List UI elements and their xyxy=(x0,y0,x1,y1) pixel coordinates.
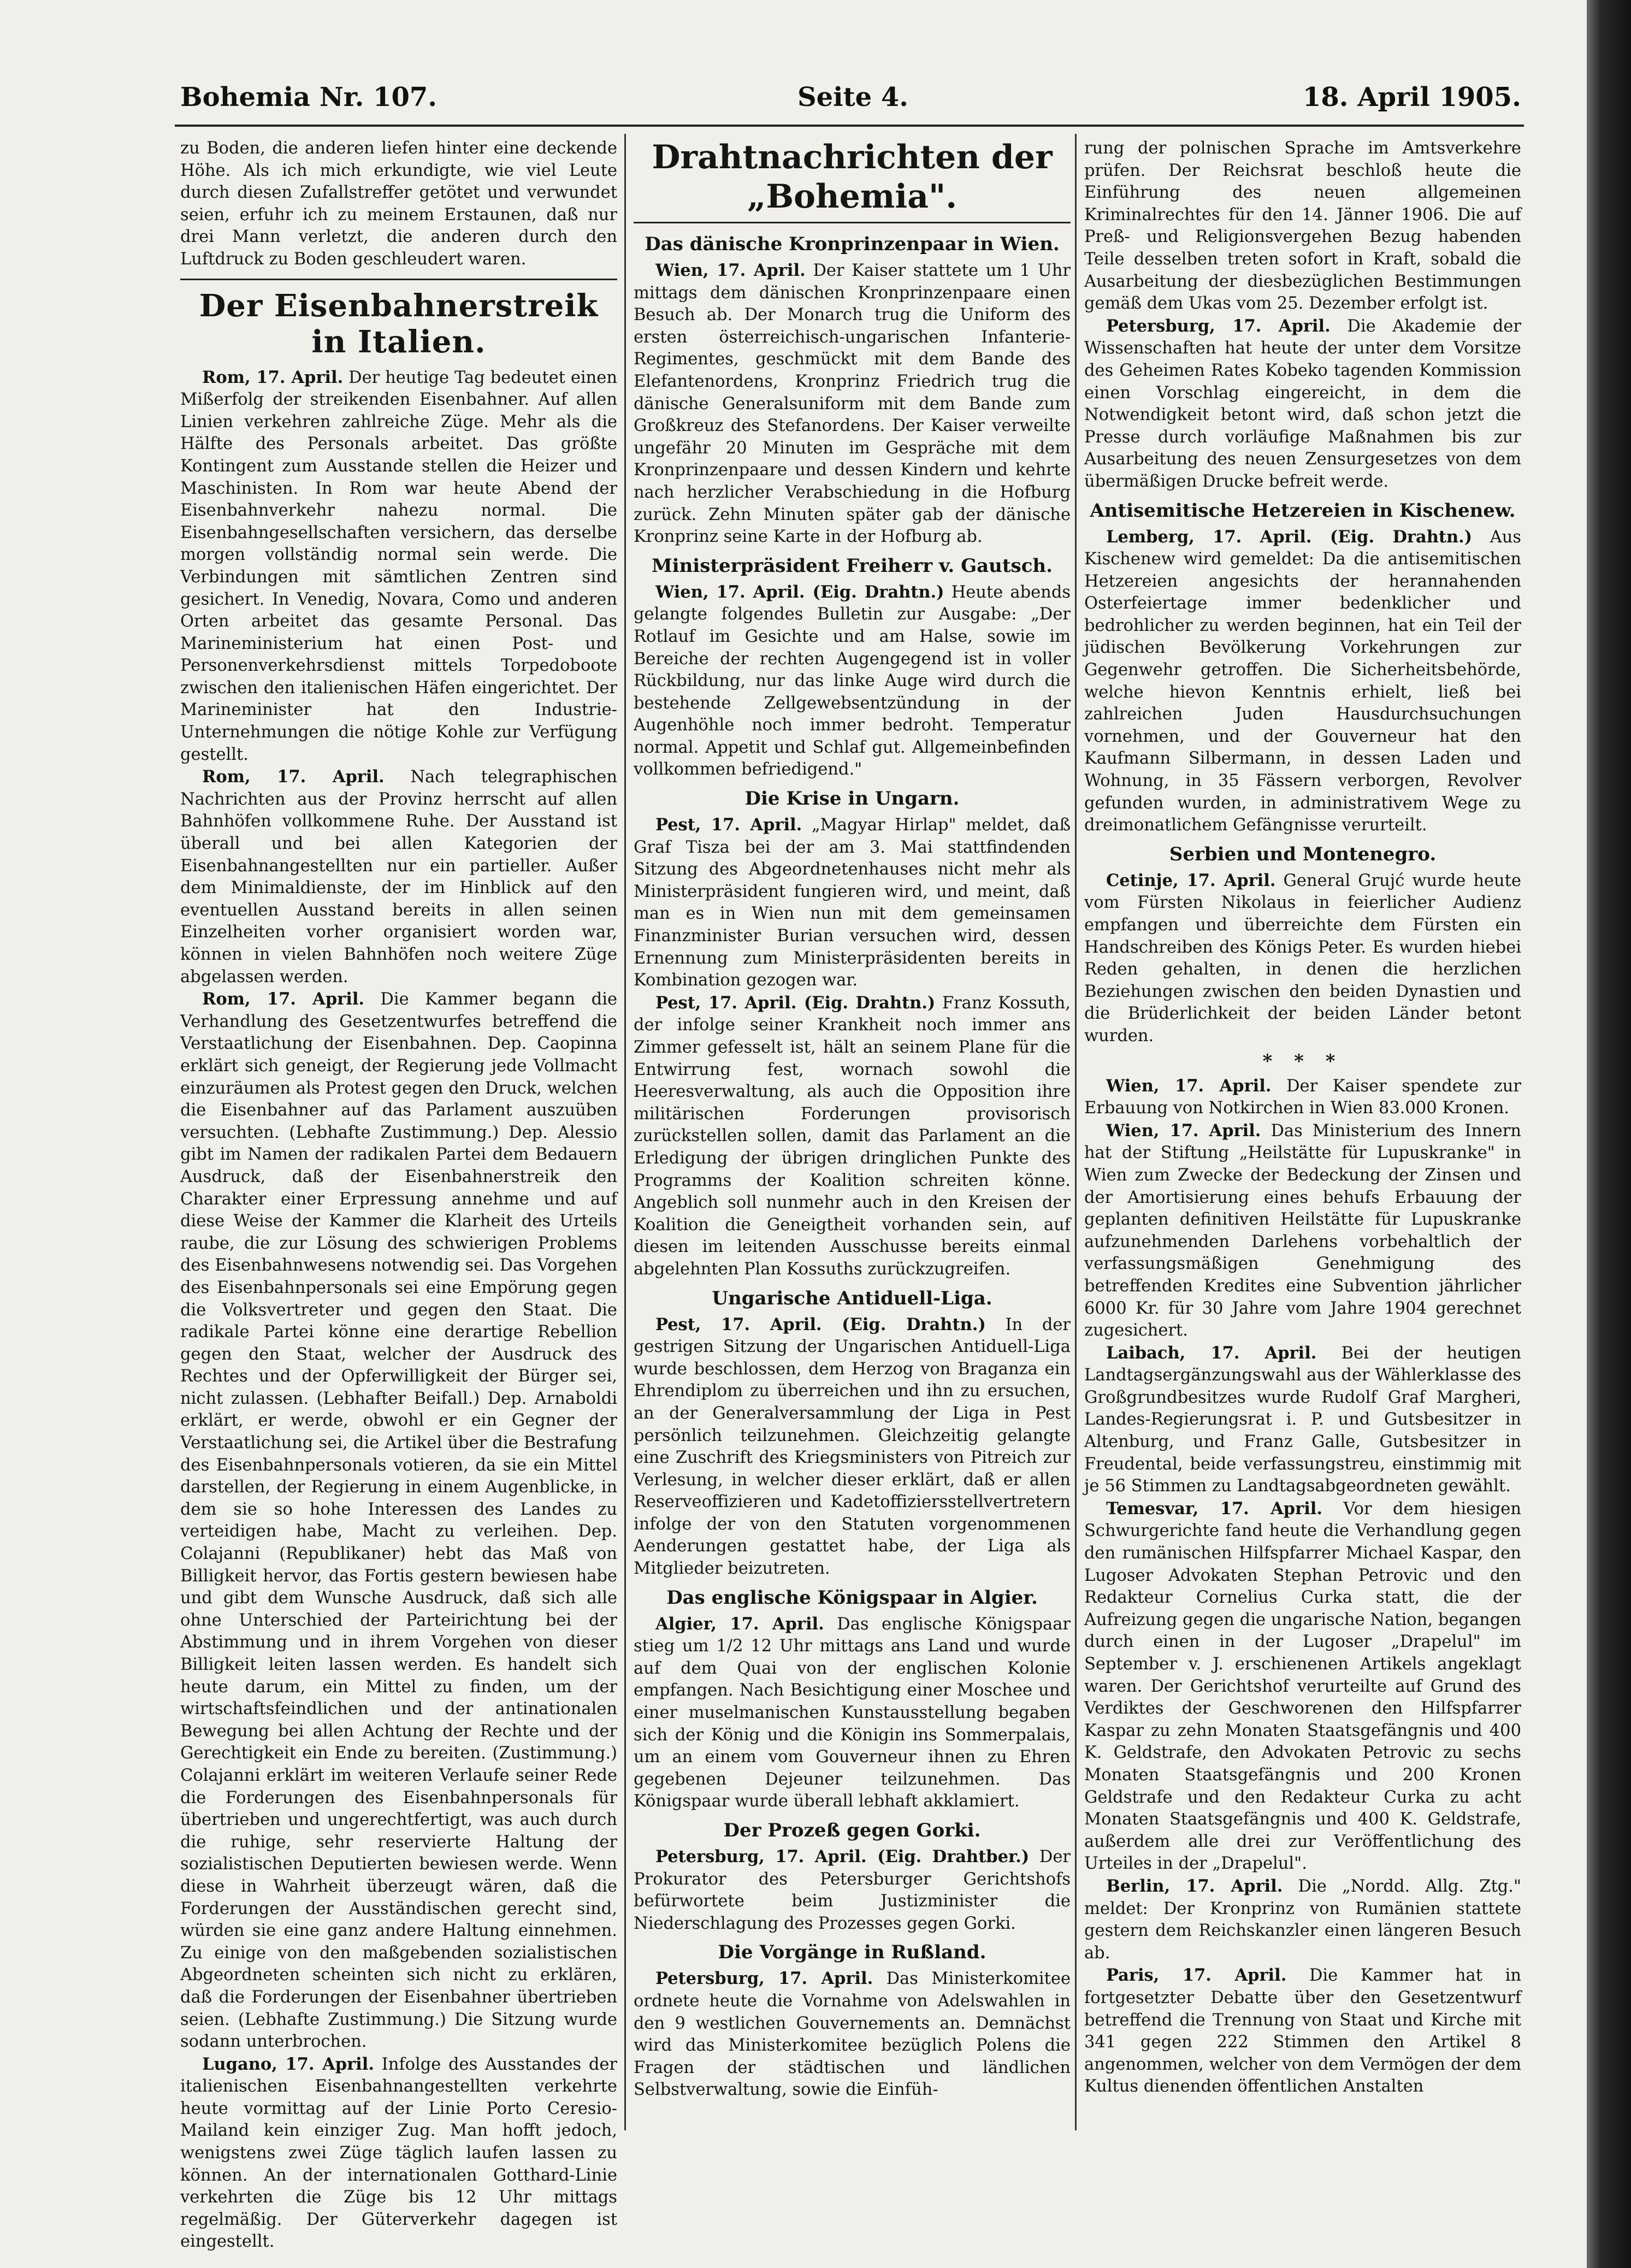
news-text: Das englische Königspaar stieg um 1/2 12 Uhr mittags ans Land und wurde auf dem Quai von der englischen Kolonie empfangen. Nach Besichtigung einer Moschee und einer muselmanischen Kunstausstellung begaben sich der König und die Königin ins Sommerpalais, um an einem vom Gouverneur ihnen zu Ehren gegebenen Dejeuner teilzunehmen. Das Königspaar wurde überall lebhaft akklamiert. xyxy=(634,1614,1071,1811)
dateline: Pest, 17. April. (Eig. Drahtn.) xyxy=(655,993,936,1013)
article-heading: Das dänische Kronprinzenpaar in Wien. xyxy=(645,233,1060,255)
news-text: Der Kaiser spendete zur Erbauung von Notkirchen in Wien 83.000 Kronen. xyxy=(1084,1076,1522,1118)
news-text: Nach telegraphischen Nachrichten aus der Provinz herrscht auf allen Bahnhöfen vollkommene Ruhe. Der Ausstand ist überall und bei allen Kategorien der Eisenbahnangestellten nur ein partieller. Außer dem Minimaldienste, der im Hinblick auf den eventuellen Ausstand bereits in allen seinen Einzelheiten vorher organisiert worden war, können in vielen Bahnhöfen noch weitere Züge abgelassen werden. xyxy=(180,767,617,987)
news-item xyxy=(1084,1498,1521,1875)
article-heading: Serbien und Montenegro. xyxy=(1169,843,1437,865)
article-heading: Die Vorgänge in Rußland. xyxy=(718,1941,986,1964)
header-rule xyxy=(175,125,1524,127)
section-divider xyxy=(180,279,617,280)
news-item xyxy=(634,814,1071,992)
news-item xyxy=(1084,526,1521,837)
news-item xyxy=(634,1846,1071,1935)
dateline: Lemberg, 17. April. (Eig. Drahtn.) xyxy=(1106,527,1473,547)
dateline: Lugano, 17. April. xyxy=(202,2054,374,2074)
news-text: General Grujć wurde heute vom Fürsten Nikolaus in feierlicher Audienz empfangen und überreichte dem Fürsten ein Handschreiben des Königs Peter. Es wurden hiebei Reden gehalten, in denen die herzlichen Beziehungen zwischen den beiden Dynastien und die Brüderlichkeit der beiden Länder betont wurden. xyxy=(1084,871,1521,1046)
dateline: Cetinje, 17. April. xyxy=(1106,870,1276,890)
column-1 xyxy=(180,138,618,2252)
news-text: Vor dem hiesigen Schwurgerichte fand heute die Verhandlung gegen den rumänischen Hilfspfarrer Michael Kaspar, den Lugoser Advokaten Stephan Petrovic und den Redakteur Cornelius Curka statt, die der Aufreizung gegen die ungarische Nation, begangen durch einen in der Lugoser „Drapelul" im September v. J. erschienenen Artikels angeklagt waren. Der Gerichtshof verurteilte auf Grund des Verdiktes der Geschworenen den Hilfspfarrer Kaspar zu zehn Monaten Staatsgefängnis und 400 K. Geldstrafe, den Advokaten Petrovic zu sechs Monaten Staatsgefängnis und 200 Kronen Geldstrafe und den Redakteur Curka zu acht Monaten Staatsgefängnis und 400 K. Geldstrafe, außerdem alle drei zur Veröffentlichung des Urteiles in der „Drapelul". xyxy=(1084,1499,1521,1874)
article-heading: Ungarische Antiduell-Liga. xyxy=(712,1287,992,1309)
column-2 xyxy=(634,138,1071,2148)
header-issue: Bohemia Nr. 107. xyxy=(180,82,437,113)
dateline: Wien, 17. April. (Eig. Drahtn.) xyxy=(655,582,944,602)
section-separator-stars: * * * xyxy=(1262,1050,1343,1072)
dateline: Paris, 17. April. xyxy=(1106,1965,1287,1986)
news-item xyxy=(634,1613,1071,1813)
news-item xyxy=(634,1314,1071,1580)
news-text: Infolge des Ausstandes der italienischen Eisenbahnangestellten verkehrte heute vormittag auf der Linie Porto Ceresio-Mailand kein einziger Zug. Man hofft jedoch, wenigstens zwei Züge täglich laufen lassen zu können. An der internationalen Gotthard-Linie verkehrten die Züge bis 12 Uhr mittags regelmäßig. Der Güterverkehr dagegen ist eingestellt. xyxy=(180,2054,618,2252)
scan-edge-shadow xyxy=(1587,0,1631,2268)
news-item xyxy=(634,259,1071,548)
news-item xyxy=(1084,1120,1521,1342)
dateline: Wien, 17. April. xyxy=(655,261,806,280)
article-heading: Antisemitische Hetzereien in Kischenew. xyxy=(1090,499,1516,522)
article-continuation: rung der polnischen Sprache im Amtsverkehre prüfen. Der Reichsrat beschloß heute die Einführung des neuen allgemeinen Kriminalrechtes für den 14. Jänner 1906. Die auf Preß- und Religionsvergehen Bezug habenden Teile desselben treten sofort in Kraft, sobald die Ausarbeitung der diesbezüglichen Bestimmungen gemäß dem Ukas vom 25. Dezember erfolgt ist. xyxy=(1084,139,1521,314)
article-heading: Der Prozeß gegen Gorki. xyxy=(723,1820,981,1841)
article-heading: Die Krise in Ungarn. xyxy=(744,788,960,810)
news-text: Die Akademie der Wissenschaften hat heute der unter dem Vorsitze des Geheimen Rates Kobeko tagenden Kommission einen Vorschlag eingereicht, in dem die Notwendigkeit betont wird, daß schon jetzt die Presse durch vorläufige Maßnahmen bis zur Ausarbeitung des neuen Zensurgesetzes von dem übermäßigen Drucke befreit werde. xyxy=(1084,316,1522,491)
news-item xyxy=(180,766,617,988)
news-item xyxy=(1084,315,1521,493)
dateline: Temesvar, 17. April. xyxy=(1106,1498,1322,1519)
dateline: Petersburg, 17. April. xyxy=(1106,316,1331,336)
dateline: Laibach, 17. April. xyxy=(1106,1343,1317,1363)
dateline: Wien, 17. April. xyxy=(1106,1076,1272,1096)
column-3 xyxy=(1084,138,1521,2148)
news-text: Aus Kischenew wird gemeldet: Da die antisemitischen Hetzereien angesichts der herannahenden Osterfeiertage immer bedenklicher und bedrohlicher zu werden beginnen, hat ein Teil der jüdischen Bevölkerung Vorkehrungen zur Gegenwehr getroffen. Die Sicherheitsbehörde, welche hievon Kenntnis erhielt, ließ bei zahlreichen Juden Hausdurchsuchungen vornehmen, und der Gouverneur hat den Kaufmann Silbermann, in dessen Laden und Wohnung, in 35 Fässern verborgen, Revolver gefunden wurden, in administrativem Wege zu dreimonatlichem Gefängnisse verurteilt. xyxy=(1084,527,1522,835)
news-text: Die Kammer hat in fortgesetzter Debatte über den Gesetzentwurf betreffend die Trennung von Staat und Kirche mit 341 gegen 222 Stimmen den Artikel 8 angenommen, welcher von dem Vermögen der dem Kultus dienenden öffentlichen Anstalten xyxy=(1084,1966,1521,2096)
news-item xyxy=(180,367,617,766)
news-text: Heute abends gelangte folgendes Bulletin zur Ausgabe: „Der Rotlauf im Gesichte und am Halse, sowie im Bereiche der rechten Augengegend ist in voller Rückbildung, nur das linke Auge wird durch die bestehende Zellgewebsentzündung in der Augenhöhle noch immer bedroht. Temperatur normal. Appetit und Schlaf gut. Allgemeinbefinden vollkommen befriedigend." xyxy=(634,582,1071,779)
news-text: „Magyar Hirlap" meldet, daß Graf Tisza bei der am 3. Mai stattfindenden Sitzung des Abgeordnetenhauses nicht mehr als Ministerpräsident fungieren wird, und meint, daß man es in Wien nun mit dem gemeinsamen Finanzminister Burian versuchen wird, dessen Ernennung zum Ministerpräsidenten bereits in Kombination gezogen war. xyxy=(634,816,1071,990)
news-text: Der Kaiser stattete um 1 Uhr mittags dem dänischen Kronprinzenpaare einen Besuch ab. Der Monarch trug die Uniform des ersten österreichisch-ungarischen Infanterie-Regimentes, geschmückt mit dem Bande des Elefantenordens, Kronprinz Friedrich trug die dänische Generalsuniform mit dem Bande zum Großkreuz des Stefanordens. Der Kaiser verweilte ungefähr 20 Minuten im Gespräche mit dem Kronprinzenpaare und dessen Kindern und kehrte nach herzlicher Verabschiedung in die Hofburg zurück. Zehn Minuten später gab der dänische Kronprinz seine Karte in der Hofburg ab. xyxy=(634,261,1071,547)
header-date: 18. April 1905. xyxy=(1303,82,1521,113)
article-heading: Der Eisenbahnerstreik in Italien. xyxy=(199,287,599,360)
dateline: Wien, 17. April. xyxy=(1106,1120,1261,1141)
article-heading: Das englische Königspaar in Algier. xyxy=(666,1586,1038,1609)
news-text: Der Prokurator des Petersburger Gerichtshofs befürwortete beim Justizminister die Niederschlagung des Prozesses gegen Gorki. xyxy=(634,1847,1071,1933)
dateline: Rom, 17. April. xyxy=(202,767,385,787)
dateline: Petersburg, 17. April. (Eig. Drahtber.) xyxy=(655,1847,1030,1867)
news-item xyxy=(634,1968,1071,2101)
news-text: Das Ministerkomitee ordnete heute die Vornahme von Adelswahlen in den 9 westlichen Gouvernements an. Demnächst wird das Ministerkomitee bezüglich Polens die Fragen der städtischen und ländlichen Selbstverwaltung, sowie die Einfüh- xyxy=(634,1969,1071,2100)
news-text: Die Kammer begann die Verhandlung des Gesetzentwurfes betreffend die Verstaatlichung der Eisenbahnen. Dep. Caopinna erklärt sich geneigt, der Regierung jede Vollmacht einzuräumen als Protest gegen den Druck, welchen die Eisenbahner auf das Parlament auszuüben versuchten. (Lebhafte Zustimmung.) Dep. Alessio gibt im Namen der radikalen Partei dem Bedauern Ausdruck, daß der Eisenbahnerstreik den Charakter einer Erpressung annehme und auf diese Weise der Kammer die Klarheit des Urteils raube, die zur Lösung des schwierigen Problems des Eisenbahnwesens notwendig sei. Das Vorgehen des Eisenbahnpersonals sei eine Empörung gegen die Volksvertreter und gegen den Staat. Die radikale Partei könne eine derartige Rebellion gegen den Staat, welcher der Ausdruck des Rechtes und der Opferwilligkeit der Bürger sei, nicht zulassen. (Lebhafter Beifall.) Dep. Arnaboldi erklärt, er werde, obwohl er ein Gegner der Verstaatlichung sei, die Artikel über die Bestrafung des Eisenbahnpersonals votieren, da sie ein Mittel darstellen, der Regierung in einem Augenblicke, in dem sie so hohe Interessen des Landes zu verteidigen habe, Macht zu verleihen. Dep. Colajanni (Republikaner) hebt das Maß von Billigkeit hervor, das Fortis gestern bewiesen habe und gibt dem Wunsche Ausdruck, daß sich alle ohne Unterschied der Parteirichtung bei der Abstimmung und in ihrem Vorgehen von dieser Billigkeit leiten lassen werden. Es handelt sich heute darum, ein Mittel zu finden, um der wirtschaftsfeindlichen und der antinationalen Bewegung bei allen Achtung der Rechte und der Gerechtigkeit ein Ende zu bereiten. (Zustimmung.) Colajanni erklärt im weiteren Verlaufe seiner Rede die Forderungen des Eisenbahnpersonals für übertrieben und ungerechtfertigt, was auch durch die ruhige, sehr reservierte Haltung der sozialistischen Deputierten bewiesen werde. Wenn diese in Wahrheit überzeugt wären, daß die Forderungen der Ausständischen gerecht sind, würden sie eine ganz andere Haltung einnehmen. Zu einige von den maßgebenden sozialistischen Abgeordneten scheinten sich nicht zu erklären, daß die Forderungen der Eisenbahner übertrieben seien. (Lebhafte Zustimmung.) Die Sitzung wurde sodann unterbrochen. xyxy=(180,990,617,2052)
news-item xyxy=(634,581,1071,781)
section-masthead: Drahtnachrichten der „Bohemia". xyxy=(634,138,1071,223)
dateline: Rom, 17. April. xyxy=(202,367,344,387)
news-item xyxy=(1084,1075,1521,1120)
dateline: Rom, 17. April. xyxy=(202,989,365,1009)
news-text: Der heutige Tag bedeutet einen Mißerfolg der streikenden Eisenbahner. Auf allen Linien verkehren zahlreiche Züge. Mehr als die Hälfte des Personals arbeitet. Das größte Kontingent zum Ausstande stellen die Heizer und Maschinisten. In Rom war heute Abend der Eisenbahnverkehr nahezu normal. Die Eisenbahngesellschaften versichern, das derselbe morgen vollständig normal sein werde. Die Verbindungen mit sämtlichen Zentren sind gesichert. In Venedig, Novara, Como und anderen Orten arbeitet das gesamte Personal. Das Marineministerium hat einen Post- und Personenverkehrsdienst mittels Torpedoboote zwischen den italienischen Häfen eingerichtet. Der Marineminister hat den Industrie-Unternehmungen die nötige Kohle zur Verfügung gestellt. xyxy=(180,368,617,764)
news-item xyxy=(634,992,1071,1281)
news-item xyxy=(180,2053,617,2253)
article-heading: Ministerpräsident Freiherr v. Gautsch. xyxy=(652,554,1053,577)
news-item xyxy=(1084,1964,1521,2098)
dateline: Berlin, 17. April. xyxy=(1106,1876,1283,1896)
news-text: Die „Nordd. Allg. Ztg." meldet: Der Kronprinz von Rumänien stattete gestern dem Reichskanzler einen längeren Besuch ab. xyxy=(1084,1876,1521,1963)
news-item xyxy=(1084,1875,1521,1964)
news-item xyxy=(1084,1342,1521,1498)
dateline: Algier, 17. April. xyxy=(655,1614,824,1634)
news-text: In der gestrigen Sitzung der Ungarischen Antiduell-Liga wurde beschlossen, dem Herzog von Braganza ein Ehrendiplom zu überreichen und ihn zu ersuchen, an der Generalversammlung der Liga in Pest persönlich teilzunehmen. Gleichzeitig gelangte eine Zuschrift des Kriegsministers von Pitreich zur Verlesung, in welcher dieser erklärt, daß er allen Reserveoffizieren und Kadetoffiziersstellvertretern infolge der von den Statuten vorgenommenen Aenderungen gestattet habe, der Liga als Mitglieder beizutreten. xyxy=(634,1315,1071,1579)
news-text: Bei der heutigen Landtagsergänzungswahl aus der Wählerklasse des Großgrundbesitzes wurde Rudolf Graf Margheri, Landes-Regierungsrat i. P. und Gutsbesitzer in Altenburg, und Franz Galle, Gutsbesitzer in Freudental, beide verfassungstreu, einstimmig mit je 56 Stimmen zu Landtagsabgeordneten gewählt. xyxy=(1084,1343,1522,1496)
news-text: Franz Kossuth, der infolge seiner Krankheit noch immer ans Zimmer gefesselt ist, hält an seinem Plane für die Entwirrung fest, wornach sowohl die Heeresverwaltung, als auch die Opposition ihre militärischen Forderungen provisorisch zurückstellen sollen, damit das Parlament an die Erledigung der übrigen dringlichen Punkte des Programms der Koalition schreiten könne. Angeblich soll nunmehr auch in den Kreisen der Koalition die Geneigtheit vorhanden sein, auf diesen im leitenden Ausschusse bereits einmal abgelehnten Plan Kossuths zurückzugreifen. xyxy=(634,993,1071,1279)
dateline: Pest, 17. April. (Eig. Drahtn.) xyxy=(655,1314,986,1334)
header-page-number: Seite 4. xyxy=(797,82,908,113)
news-item xyxy=(1084,870,1521,1048)
article-continuation: zu Boden, die anderen liefen hinter eine deckende Höhe. Als ich mich erkundigte, wie viel Leute durch diesen Zufallstreffer getötet und verwundet seien, erfuhr ich zu meinem Erstaunen, daß nur drei Mann verletzt, die anderen durch den Luftdruck zu Boden geschleudert waren. xyxy=(180,139,617,269)
column-rule xyxy=(1075,134,1077,2130)
column-rule xyxy=(624,134,626,2130)
news-text: Das Ministerium des Innern hat der Stiftung „Heilstätte für Lupuskranke" in Wien zum Zwecke der Bedeckung der Zinsen und der Amortisierung eines behufs Erbauung der geplanten definitiven Heilstätte für Lupuskranke aufzunehmenden Darlehens vorbehaltlich der verfassungsmäßigen Genehmigung des betreffenden Kredites eine Subvention jährlicher 6000 Kr. für 30 Jahre vom Jahre 1904 gerechnet zugesichert. xyxy=(1084,1121,1521,1340)
news-item xyxy=(180,988,617,2053)
dateline: Pest, 17. April. xyxy=(655,815,802,835)
dateline: Petersburg, 17. April. xyxy=(655,1969,873,1989)
